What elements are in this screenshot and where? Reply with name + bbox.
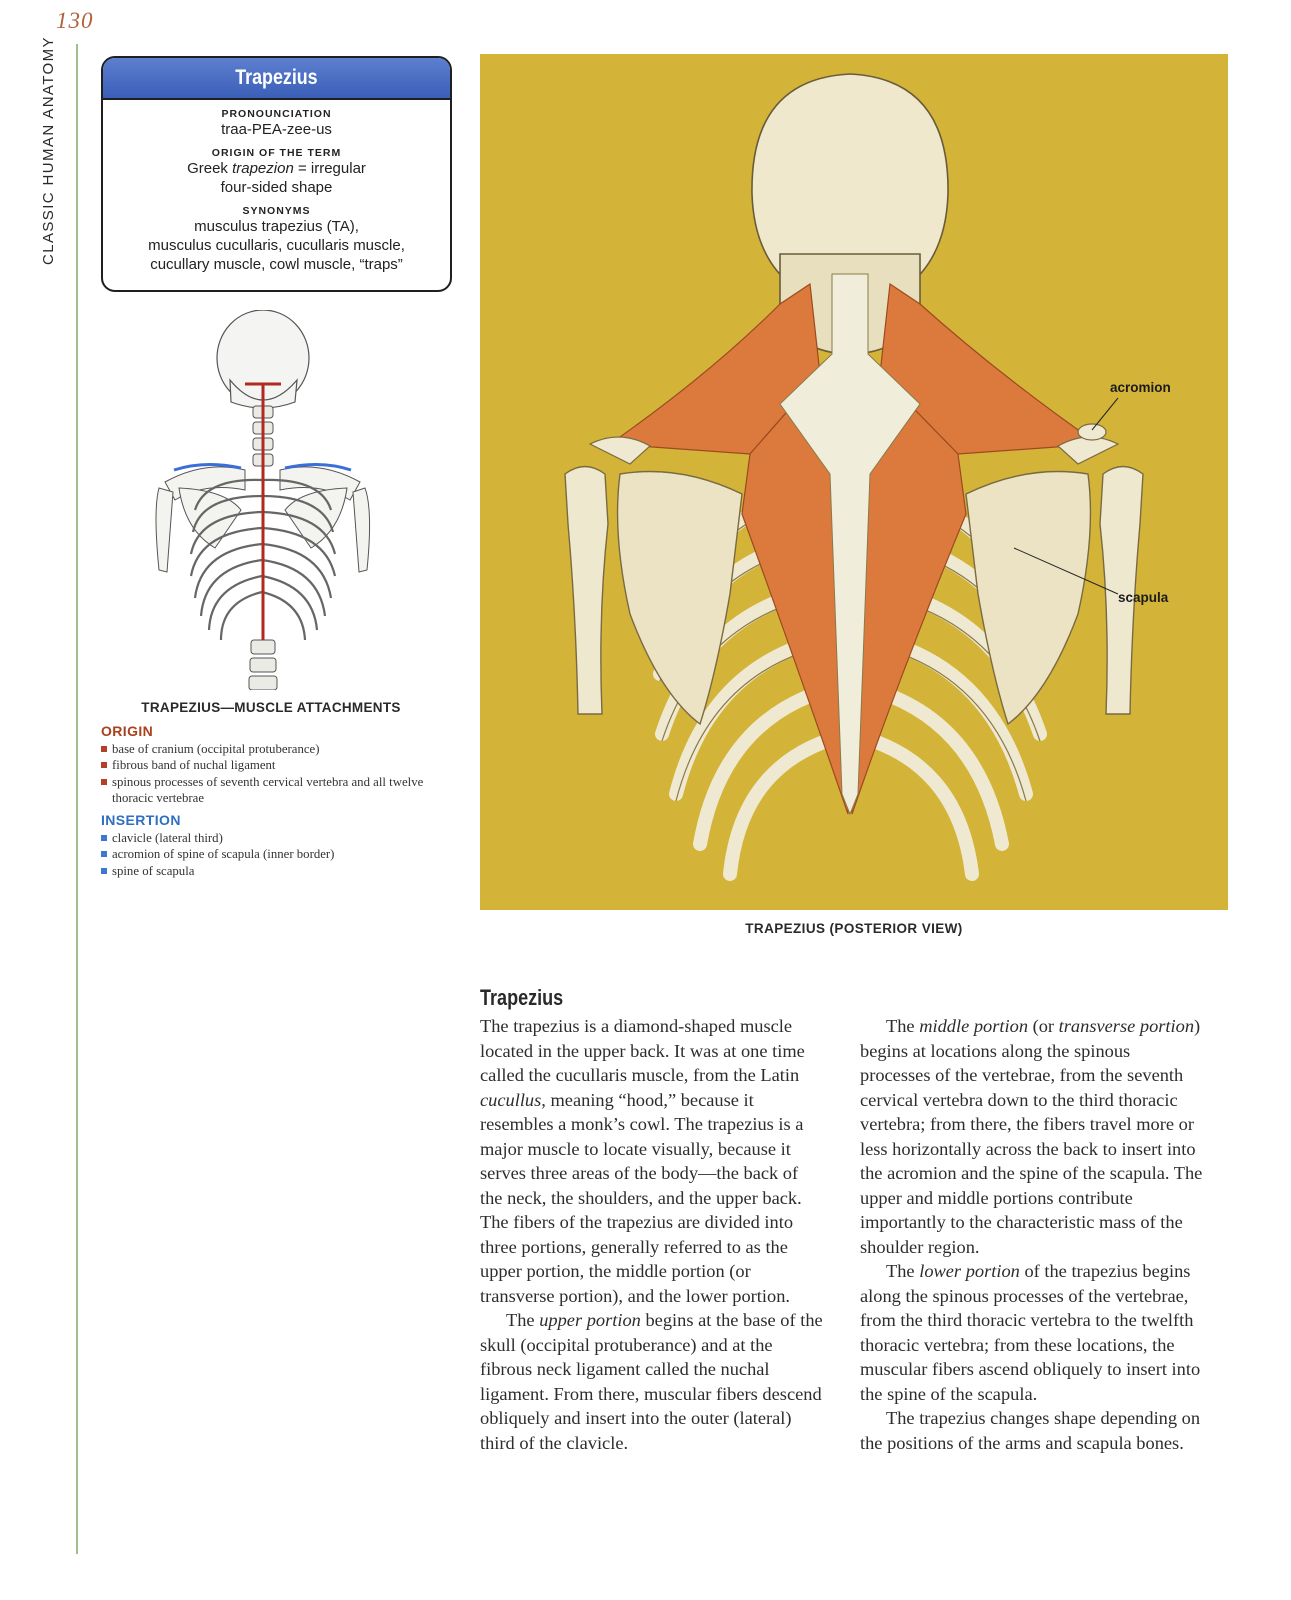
card-title: Trapezius bbox=[103, 58, 450, 100]
synonym-line: musculus cucullaris, cucullaris muscle, bbox=[148, 237, 405, 254]
paragraph: The trapezius changes shape depending on the positions of the arms and scapula bones. bbox=[860, 1408, 1201, 1453]
paragraph: The middle portion (or transverse portion) begins at locations along the spinous processes of the vertebrae, from the seventh cervical vertebra down to the third thoracic vertebra; from there, the fibers travel more or less horizontally across the back to insert into the acromion and the spine of the scapula. The upper and middle portions contribute importantly to the characteristic mass of the shoulder region. bbox=[860, 1016, 1203, 1257]
origin-term-value: Greek trapezion = irregular bbox=[187, 160, 366, 177]
pronunciation-value: traa-PEA-zee-us bbox=[221, 121, 332, 138]
term-card bbox=[101, 56, 452, 292]
paragraph: The trapezius is a diamond-shaped muscle located in the upper back. It was at one time called the cucullaris muscle, from the Latin cucullus, meaning “hood,” because it resembles a monk’s cowl. The trapezius is a major muscle to locate visually, because it serves three areas of the body—the back of the neck, the shoulders, and the upper back. The fibers of the trapezius are divided into three portions, generally referred to as the upper portion, the middle portion (or transverse portion), and the lower portion. bbox=[480, 1016, 805, 1306]
list-item: base of cranium (occipital protuberance) bbox=[101, 741, 446, 757]
synonym-line: cucullary muscle, cowl muscle, “traps” bbox=[150, 256, 403, 273]
origin-heading: ORIGIN bbox=[101, 723, 154, 739]
insertion-heading: INSERTION bbox=[101, 812, 181, 828]
attachment-skeleton-illustration bbox=[145, 310, 395, 690]
list-item: clavicle (lateral third) bbox=[101, 830, 446, 846]
paragraph: The lower portion of the trapezius begins along the spinous processes of the vertebrae, from the third thoracic vertebra to the twelfth thoracic vertebra; from these locations, the muscular fibers ascend obliquely to insert into the spine of the scapula. bbox=[860, 1261, 1201, 1404]
origin-list bbox=[101, 741, 446, 807]
insertion-section bbox=[101, 812, 446, 879]
pronunciation-label: PRONOUNCIATION bbox=[221, 108, 332, 120]
posterior-view-illustration bbox=[480, 54, 1228, 910]
body-column-left bbox=[480, 1014, 825, 1455]
running-head: CLASSIC HUMAN ANATOMY bbox=[40, 36, 57, 265]
section-heading: Trapezius bbox=[480, 985, 564, 1010]
list-item: spine of scapula bbox=[101, 863, 446, 879]
list-item: acromion of spine of scapula (inner border) bbox=[101, 846, 446, 862]
page-number: 130 bbox=[56, 8, 94, 33]
origin-term-line2: four-sided shape bbox=[220, 179, 333, 196]
acromion-label: acromion bbox=[1110, 380, 1171, 395]
synonyms-label: SYNONYMS bbox=[242, 205, 311, 217]
list-item: spinous processes of seventh cervical vertebra and all twelve thoracic vertebrae bbox=[101, 774, 446, 807]
body-column-right bbox=[860, 1014, 1205, 1455]
paragraph: The upper portion begins at the base of the skull (occipital protuberance) and at the fibrous neck ligament called the nuchal ligament. From there, muscular fibers descend obliquely and insert into the outer (lateral) third of the clavicle. bbox=[480, 1310, 823, 1453]
origin-term-label: ORIGIN OF THE TERM bbox=[211, 147, 342, 159]
margin-rule bbox=[76, 44, 78, 1554]
list-item: fibrous band of nuchal ligament bbox=[101, 757, 446, 773]
attachments-title: TRAPEZIUS—MUSCLE ATTACHMENTS bbox=[141, 700, 401, 715]
figure-caption: TRAPEZIUS (POSTERIOR VIEW) bbox=[745, 921, 963, 936]
scapula-label: scapula bbox=[1118, 590, 1169, 605]
origin-section bbox=[101, 723, 446, 807]
insertion-list bbox=[101, 830, 446, 879]
synonym-line: musculus trapezius (TA), bbox=[194, 218, 359, 235]
